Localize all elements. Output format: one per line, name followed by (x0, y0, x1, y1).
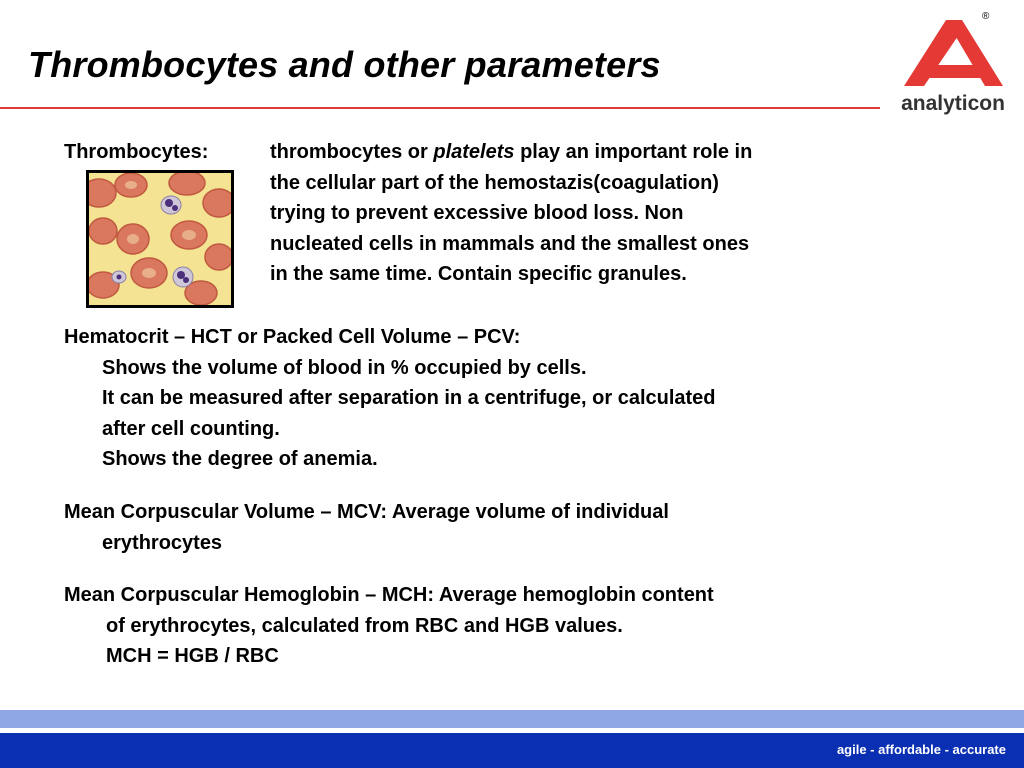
logo-mark-icon (900, 16, 1004, 88)
thrombocytes-line-5: in the same time. Contain specific granules. (270, 263, 687, 285)
thrombocytes-label: Thrombocytes: (64, 141, 209, 163)
thrombocytes-description (270, 137, 752, 290)
blood-smear-image (89, 173, 231, 305)
mch-line-1: Mean Corpuscular Hemoglobin – MCH: Average hemoglobin content (64, 584, 714, 606)
thrombocytes-line-2: the cellular part of the hemostazis(coagulation) (270, 171, 719, 194)
platelet-micrograph (86, 170, 234, 308)
footer-light-band (0, 710, 1024, 728)
page-title: Thrombocytes and other parameters (28, 44, 661, 85)
mch-formula: MCH = HGB / RBC (106, 645, 279, 667)
thrombocytes-line-4: nucleated cells in mammals and the smallest ones (270, 232, 750, 255)
hematocrit-heading: Hematocrit – HCT or Packed Cell Volume – PCV: (64, 326, 521, 348)
thrombocytes-line-3: trying to prevent excessive blood loss. Non (270, 202, 684, 224)
platelets-emphasis: platelets (433, 141, 515, 163)
analyticon-logo (898, 12, 1008, 122)
hematocrit-line-4: Shows the degree of anemia. (102, 448, 378, 470)
registered-mark: ® (982, 11, 990, 22)
hematocrit-line-2: It can be measured after separation in a centrifuge, or calculated (102, 387, 716, 409)
mcv-line-1: Mean Corpuscular Volume – MCV: Average volume of individual (64, 501, 669, 523)
logo-wordmark: analyticon (901, 92, 1005, 115)
hematocrit-line-3: after cell counting. (102, 417, 280, 440)
hematocrit-line-1: Shows the volume of blood in % occupied by cells. (102, 356, 587, 379)
mcv-line-2: erythrocytes (102, 531, 223, 554)
thrombocytes-line-1: thrombocytes or platelets play an important role in (270, 141, 753, 163)
title-divider (0, 107, 880, 109)
mcv-section (64, 497, 669, 558)
footer-tagline: agile - affordable - accurate (836, 742, 1006, 757)
hematocrit-section (64, 322, 716, 475)
mch-section (64, 580, 714, 672)
mch-line-2: of erythrocytes, calculated from RBC and HGB values. (106, 614, 623, 637)
